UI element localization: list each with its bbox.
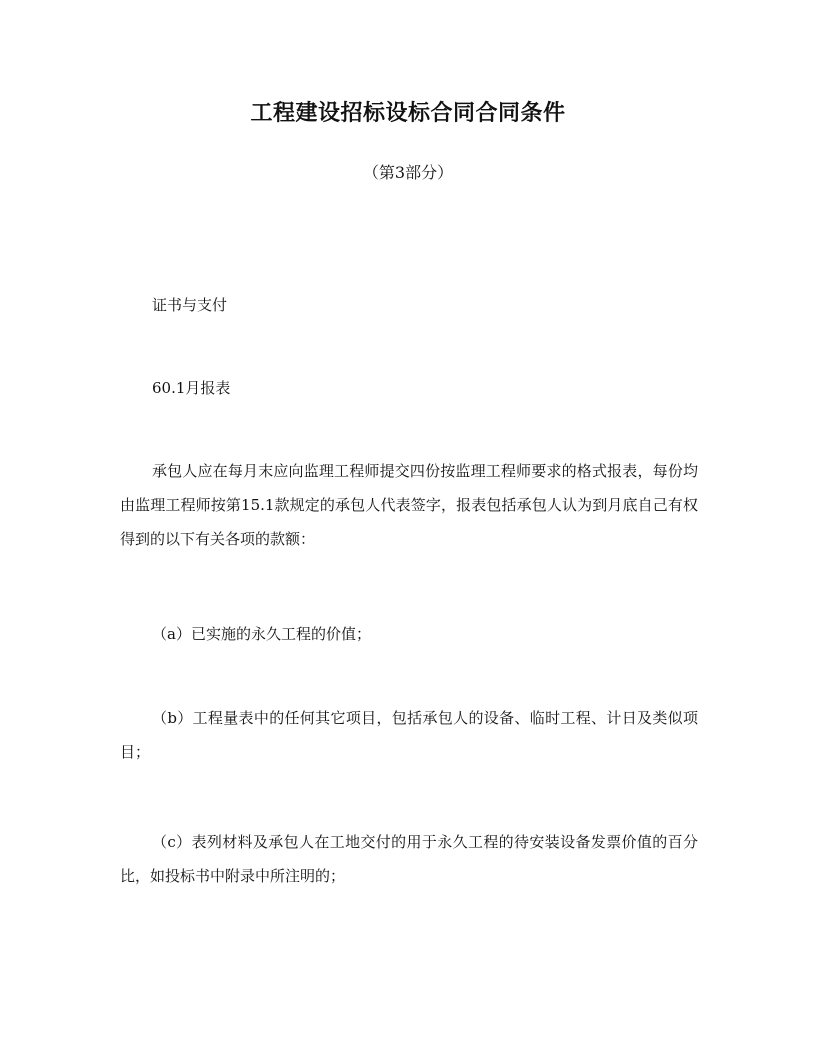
clause-heading: 60.1月报表 (152, 379, 231, 397)
document-subtitle: （第3部分） (362, 163, 454, 182)
list-item-b: （b）工程量表中的任何其它项目，包括承包人的设备、临时工程、计日及类似项目； (120, 709, 698, 761)
section-heading: 证书与支付 (152, 296, 228, 314)
list-item-a: （a）已实施的永久工程的价值； (152, 625, 371, 643)
document-title: 工程建设招标设标合同合同条件 (250, 100, 566, 126)
body-paragraph: 承包人应在每月末应向监理工程师提交四份按监理工程师要求的格式报表，每份均由监理工程师按第15.1款规定的承包人代表签字，报表包括承包人认为到月底自己有权得到的以下有关各项的款额： (120, 462, 698, 548)
list-item-c: （c）表列材料及承包人在工地交付的用于永久工程的待安装设备发票价值的百分比，如投标书中附录中所注明的； (120, 833, 698, 885)
